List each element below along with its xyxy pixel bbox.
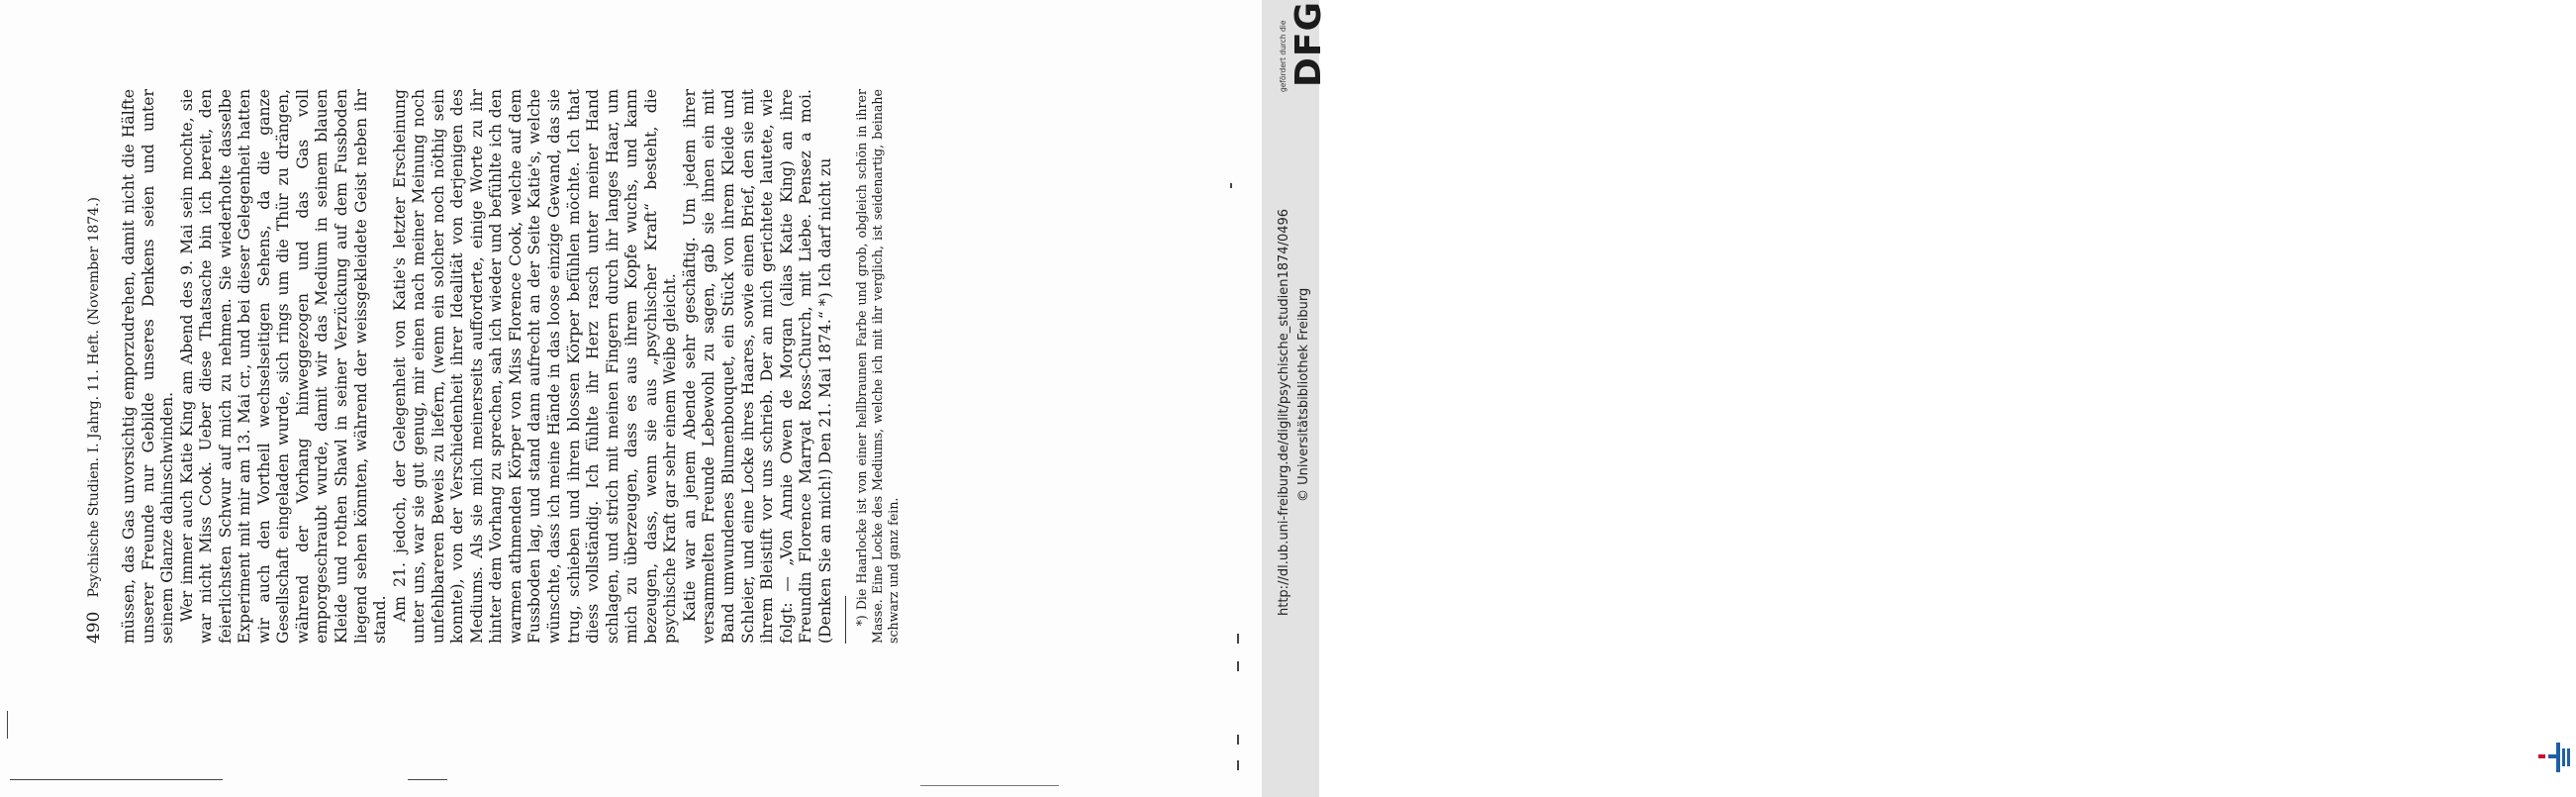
footnote-rule (845, 596, 846, 644)
running-head: Psychische Studien. I. Jahrg. 11. Heft. (November 1874.) (86, 197, 102, 598)
scan-mark (10, 779, 223, 780)
scan-mark (1237, 735, 1239, 745)
dfg-logo: DFG (1288, 0, 1329, 87)
scanned-page-area (0, 0, 1262, 797)
source-url[interactable]: http://dl.ub.uni-freiburg.de/diglit/psychische_studien1874/0496 (1277, 208, 1291, 616)
paragraph-3: Am 21. jedoch, der Gelegenheit von Katie's letzter Erscheinung unter uns, war sie gut genug, mir einen nach meiner Meinung noch unfehlbareren Beweis zu liefern, (wenn ein solcher noch nöthig sein konnte), von der Verschiedenheit ihrer Idealität von derjenigen des Mediums. Als sie mich meinerseits aufforderte, einige Worte zu ihr hinter dem Vorhang zu sprechen, sah ich wieder und befühlte ich den warmen athmenden Körper von Miss Florence Cook, welche auf dem Fussboden lag, und stand dann aufrecht an der Seite Katie's, welche wünschte, dass ich meine Hände in das loose einzige Gewand, das sie trug, schieben und ihren blossen Körper befühlen möchte. Ich that diess vollständig. Ich fühlte ihr Herz rasch unter meiner Hand schlagen, und strich mit meinen Fingern durch ihr langes Haar, um mich zu überzeugen, dass es aus ihrem Kopfe wuchs, und kann bezeugen, dass, wenn sie aus „psychischer Kraft“ besteht, die psychische Kraft gar sehr einem Weibe gleicht. (390, 89, 680, 644)
scan-mark (1230, 183, 1232, 188)
funder-note: gefördert durch die (1279, 20, 1288, 92)
rotated-book-page (84, 89, 1054, 644)
scan-mark (7, 711, 8, 739)
scan-mark (1237, 661, 1239, 671)
paragraph-1: müssen, das Gas unvorsichtig emporzudrehen, damit nicht die Hälfte unserer Freunde nur Gebilde unseres Denkens seien und unter seinem Glanze dahinschwinden. (120, 89, 177, 644)
scan-mark (408, 779, 447, 780)
paragraph-4: Katie war an jenem Abende sehr geschäftig. Um jedem ihrer versammelten Freunde Lebewohl zu sagen, gab sie ihnen ein mit Band umwundenes Blumenbouquet, ein Stück von ihrem Kleide und Schleier, und eine Locke ihres Haares, sowie einen Brief, den sie mit ihrem Bleistift vor uns schrieb. Der an mich gerichtete lautete, wie folgt: — „Von Annie Owen de Morgan (alias Katie King) an ihre Freundin Florence Marryat Ross-Church, mit Liebe. Pensez a moi. (Denken Sie an mich!) Den 21. Mai 1874.“ *) Ich darf nicht zu (680, 89, 834, 644)
copyright-notice: © Universitätsbibliothek Freiburg (1296, 287, 1311, 502)
scan-mark (1237, 634, 1239, 644)
scan-mark (1237, 760, 1239, 770)
university-logo-icon (2532, 741, 2576, 774)
page-number: 490 (84, 611, 104, 644)
page-header (84, 89, 104, 644)
paragraph-2: Wer immer auch Katie King am Abend des 9. Mai sein mochte, sie war nicht Miss Cook. Ueber diese Thatsache bin ich bereit, den feierlichsten Schwur auf mich zu nehmen. Sie wiederholte dasselbe Experiment mit mir am 13. Mai cr., und bei dieser Gelegenheit hatten wir auch den Vortheil wechselseitigen Sehens, da die ganze Gesellschaft eingeladen wurde, sich rings um die Thür zu drängen, während der Vorhang hinweggezogen und das Gas voll emporgeschraubt wurde, damit wir das Medium in seinem blauen Kleide und rothen Shawl in seiner Verzückung auf dem Fussboden liegend sehen könnten, während der weissgekleidete Geist neben ihr stand. (177, 89, 390, 644)
footnote: *) Die Haarlocke ist von einer hellbraunen Farbe und grob, obgleich schön in ihrer Masse. Eine Locke des Mediums, welche ich mit ihr verglich, ist seidenartig, beinahe schwarz und ganz fein. (854, 89, 902, 644)
scan-mark (920, 785, 1059, 786)
